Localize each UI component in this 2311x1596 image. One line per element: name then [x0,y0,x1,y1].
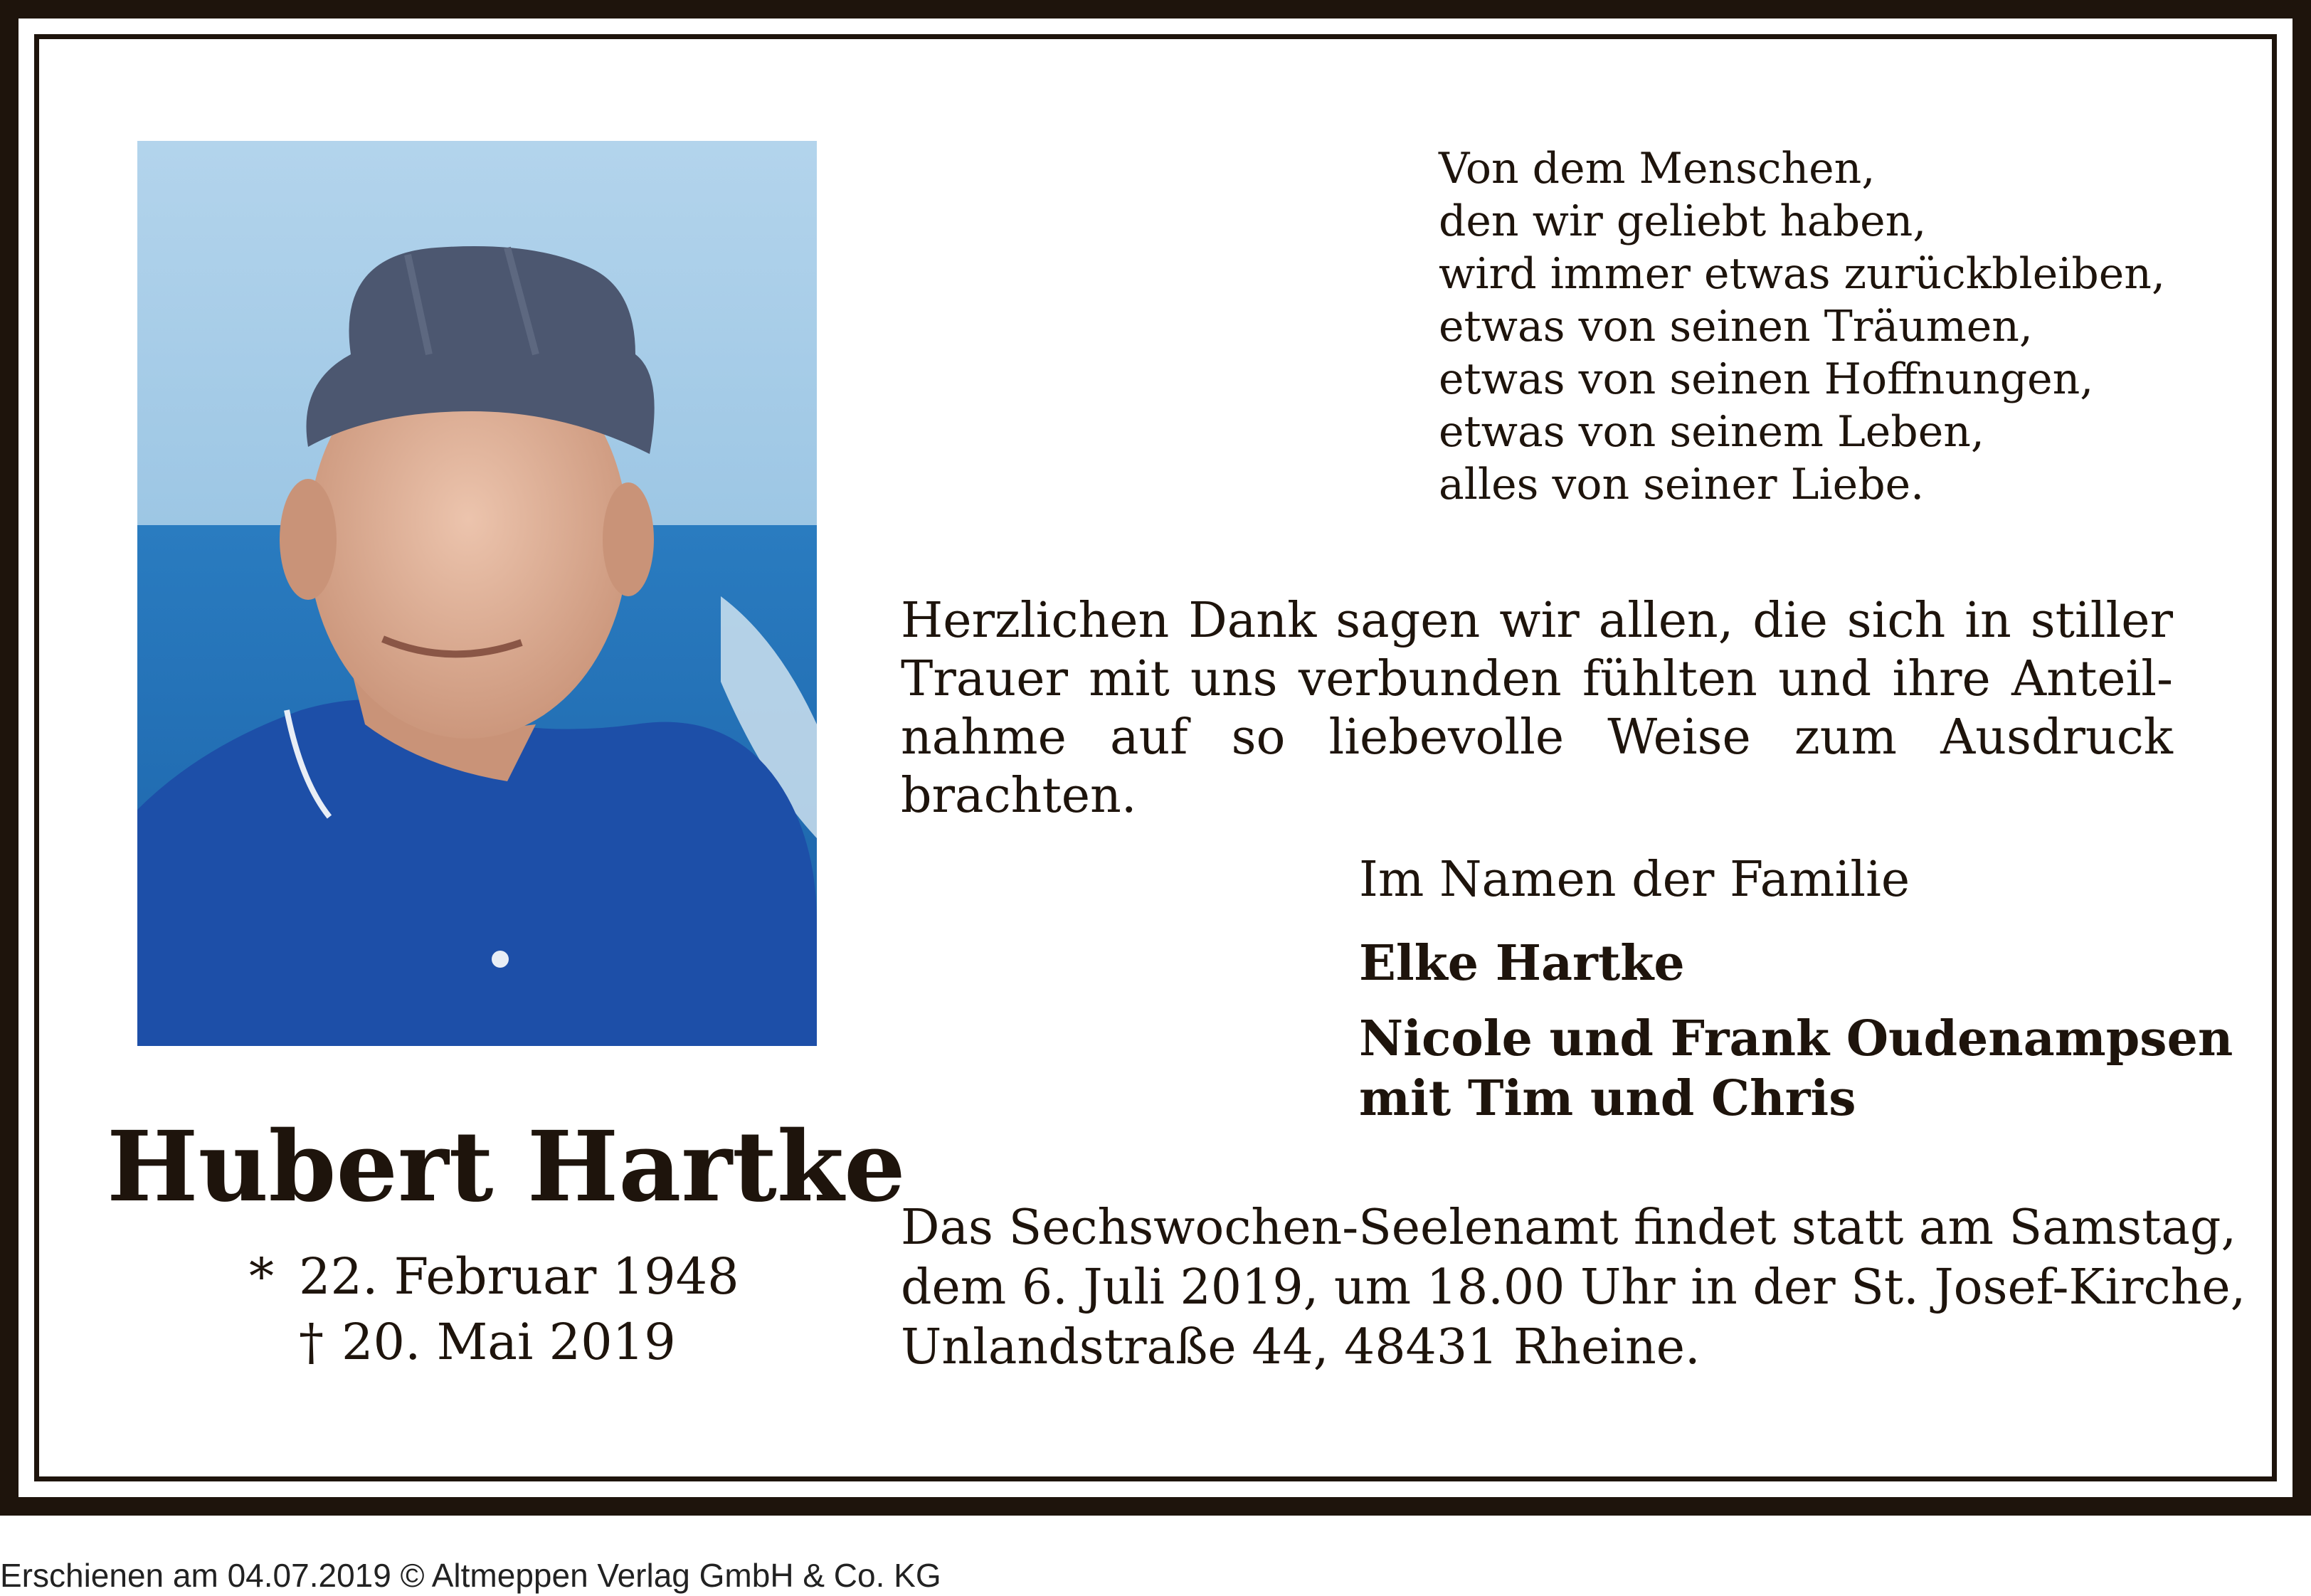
service-line: Das Sechswochen-Seelenamt findet statt am Samstag, [901,1200,2237,1256]
thank-you-text [901,592,2173,825]
family-intro: Im Namen der Familie [1359,852,1910,908]
death-date-row [249,1309,739,1375]
signer-name: mit Tim und Chris [1359,1070,1856,1127]
thanks-line: nahme auf so liebevolle Weise zum Ausdruck [901,709,2173,766]
signer-name: Nicole und Frank Oudenampsen [1359,1010,2233,1067]
birth-date: 22. Februar 1948 [299,1247,739,1306]
birth-star-icon: * [249,1247,274,1306]
service-line: Unlandstraße 44, 48431 Rheine. [901,1319,1701,1375]
memorial-service-notice [901,1198,2246,1378]
thanks-line: Herzlichen Dank sagen wir allen, die sich in stiller [901,593,2173,649]
poem-line: den wir geliebt haben, [1439,196,1927,246]
thanks-line: Trauer mit uns verbunden fühlten und ihre Anteil- [901,651,2173,707]
poem-line: etwas von seinen Hoffnungen, [1439,354,2094,404]
poem-line: wird immer etwas zurückbleiben, [1439,249,2166,299]
death-cross-icon: † [299,1313,324,1371]
memorial-poem [1439,142,2165,511]
service-line: dem 6. Juli 2019, um 18.00 Uhr in der St. Josef-Kirche, [901,1259,2246,1316]
poem-line: etwas von seinen Träumen, [1439,302,2033,352]
life-dates [249,1244,739,1375]
portrait-photo [137,141,817,1046]
birth-date-row [249,1244,739,1309]
signers [1359,934,2233,1129]
thanks-line: brachten. [901,768,1137,824]
poem-line: alles von seiner Liebe. [1439,460,1925,509]
poem-line: etwas von seinem Leben, [1439,407,1984,457]
deceased-name: Hubert Hartke [107,1110,906,1224]
publication-footer: Erschienen am 04.07.2019 © Altmeppen Verlag GmbH & Co. KG [0,1557,941,1594]
poem-line: Von dem Menschen, [1439,144,1876,194]
death-date: 20. Mai 2019 [342,1313,676,1371]
signer-name: Elke Hartke [1359,935,1685,992]
portrait-illustration [137,141,817,1046]
